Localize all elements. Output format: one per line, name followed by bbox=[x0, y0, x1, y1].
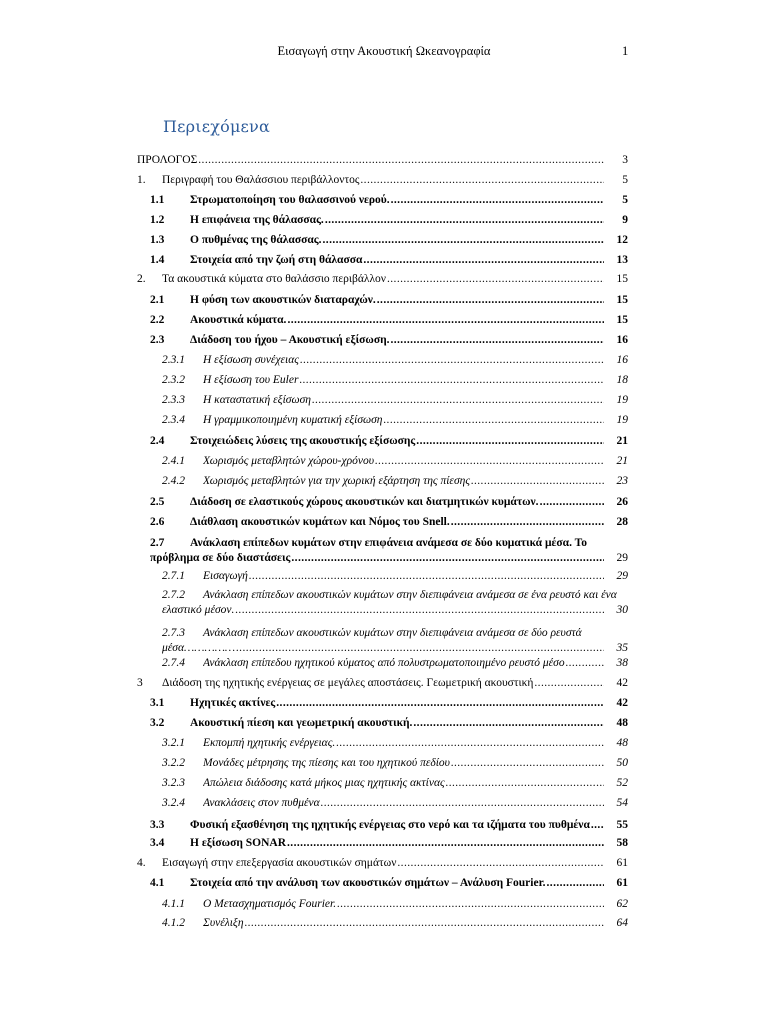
toc-entry[interactable] bbox=[0, 192, 768, 209]
toc-entry[interactable] bbox=[0, 152, 768, 169]
toc-entry[interactable] bbox=[0, 292, 768, 309]
toc-entry-title-line2: ελαστικό μέσον. bbox=[162, 604, 235, 616]
toc-entry[interactable] bbox=[0, 655, 768, 672]
toc-entry-number: 2.1 bbox=[150, 294, 165, 306]
toc-entry[interactable] bbox=[0, 855, 768, 872]
toc-entry-title: Η εξίσωση του Euler bbox=[203, 374, 299, 386]
toc-entry[interactable] bbox=[0, 875, 768, 892]
toc-entry-number: 3.2.4 bbox=[162, 797, 185, 809]
toc-entry-page: 16 bbox=[604, 352, 628, 369]
toc-entry-page: 61 bbox=[604, 855, 628, 872]
toc-entry[interactable] bbox=[0, 271, 768, 288]
toc-entry-number: 2.2 bbox=[150, 314, 165, 326]
toc-entry[interactable] bbox=[0, 232, 768, 249]
toc-entry-title: Ανακλάσεις στον πυθμένα bbox=[203, 797, 320, 809]
toc-entry[interactable] bbox=[0, 675, 768, 692]
toc-entry-page: 55 bbox=[604, 817, 628, 834]
toc-entry-title: Η γραμμικοποιημένη κυματική εξίσωση bbox=[203, 414, 383, 426]
toc-entry[interactable] bbox=[0, 433, 768, 450]
toc-entry-number: 2.7.2 bbox=[162, 589, 185, 601]
toc-entry-title: Η φύση των ακουστικών διαταραχών. bbox=[190, 294, 376, 306]
toc-entry[interactable] bbox=[0, 212, 768, 229]
toc-entry-number: 2.5 bbox=[150, 496, 165, 508]
toc-entry-page: 12 bbox=[604, 232, 628, 249]
toc-entry-title: Στρωματοποίηση του θαλασσινού νερού. bbox=[190, 194, 390, 206]
toc-entry-page: 21 bbox=[604, 433, 628, 450]
toc-entry-page: 50 bbox=[604, 755, 628, 772]
toc-entry-page: 13 bbox=[604, 252, 628, 269]
toc-entry-title: Εισαγωγή στην επεξεργασία ακουστικών σημάτων bbox=[162, 857, 397, 869]
toc-entry-page: 35 bbox=[604, 640, 628, 657]
toc-entry-number: 3.3 bbox=[150, 819, 165, 831]
toc-entry[interactable] bbox=[0, 695, 768, 712]
toc-entry-page: 42 bbox=[604, 695, 628, 712]
toc-entry[interactable] bbox=[0, 755, 768, 772]
toc-entry-number: 4. bbox=[137, 857, 146, 869]
toc-entry-number: 2.7.1 bbox=[162, 570, 185, 582]
toc-entry[interactable] bbox=[0, 835, 768, 852]
toc-entry-2-7-3[interactable] bbox=[0, 625, 768, 659]
toc-entry-number: 3.1 bbox=[150, 697, 165, 709]
toc-entry-title: Στοιχεία από την ζωή στη θάλασσα bbox=[190, 254, 363, 266]
toc-entry-page: 23 bbox=[604, 473, 628, 490]
toc-heading: Περιεχόμενα bbox=[163, 117, 270, 136]
toc-entry-title: Ανάκλαση επίπεδου ηχητικού κύματος από πολυστρωματοποιημένο ρευστό μέσο bbox=[203, 657, 565, 669]
toc-entry-number: 1.2 bbox=[150, 214, 165, 226]
toc-entry[interactable] bbox=[0, 172, 768, 189]
toc-entry-page: 16 bbox=[604, 332, 628, 349]
toc-entry-number: 3.2.3 bbox=[162, 777, 185, 789]
toc-entry-title: Μονάδες μέτρησης της πίεσης και του ηχητικού πεδίου bbox=[203, 757, 450, 769]
toc-entry-page: 18 bbox=[604, 372, 628, 389]
toc-entry[interactable] bbox=[0, 795, 768, 812]
toc-entry[interactable] bbox=[0, 715, 768, 732]
toc-entry-title: Διάδοση του ήχου – Ακουστική εξίσωση. bbox=[190, 334, 390, 346]
toc-entry-number: 2.3 bbox=[150, 334, 165, 346]
running-header-title: Εισαγωγή στην Ακουστική Ωκεανογραφία bbox=[277, 44, 491, 58]
toc-entry[interactable] bbox=[0, 372, 768, 389]
toc-entry-page: 58 bbox=[604, 835, 628, 852]
toc-entry-number: 2. bbox=[137, 273, 146, 285]
toc-entry-title: Περιγραφή του Θαλάσσιου περιβάλλοντος bbox=[162, 174, 360, 186]
toc-entry-page: 48 bbox=[604, 715, 628, 732]
toc-entry-number: 3.2 bbox=[150, 717, 165, 729]
toc-entry-number: 4.1 bbox=[150, 877, 165, 889]
toc-entry-page: 15 bbox=[604, 292, 628, 309]
toc-entry-number: 2.7.3 bbox=[162, 627, 185, 639]
toc-entry-title: Εισαγωγή bbox=[203, 570, 248, 582]
toc-entry[interactable] bbox=[0, 352, 768, 369]
toc-entry-2-7-2[interactable] bbox=[0, 587, 768, 621]
toc-entry-title: Χωρισμός μεταβλητών για την χωρική εξάρτηση της πίεσης bbox=[203, 475, 470, 487]
toc-entry-title: Η επιφάνεια της θάλασσας. bbox=[190, 214, 324, 226]
toc-entry[interactable] bbox=[0, 412, 768, 429]
toc-entry-title: Ο πυθμένας της θάλασσας. bbox=[190, 234, 322, 246]
toc-entry-page: 3 bbox=[604, 152, 628, 169]
toc-entry-page: 5 bbox=[604, 192, 628, 209]
toc-entry-page: 29 bbox=[604, 568, 628, 585]
toc-entry-page: 9 bbox=[604, 212, 628, 229]
toc-entry[interactable] bbox=[0, 775, 768, 792]
toc-entry-title: Η εξίσωση συνέχειας bbox=[203, 354, 299, 366]
toc-entry-title: Ακουστικά κύματα. bbox=[190, 314, 287, 326]
toc-entry[interactable] bbox=[0, 568, 768, 585]
toc-entry[interactable] bbox=[0, 453, 768, 470]
toc-entry-page: 21 bbox=[604, 453, 628, 470]
toc-entry-number: 3.2.2 bbox=[162, 757, 185, 769]
toc-entry-title: Η καταστατική εξίσωση bbox=[203, 394, 311, 406]
toc-entry-number: 4.1.1 bbox=[162, 898, 185, 910]
toc-entry-title-line1: Ανάκλαση επίπεδων ακουστικών κυμάτων στην διεπιφάνεια ανάμεσα σε ένα ρευστό και ένα bbox=[203, 589, 617, 601]
toc-entry-number: 2.4 bbox=[150, 435, 165, 447]
toc-entry-page: 19 bbox=[604, 392, 628, 409]
toc-entry-number: 1.3 bbox=[150, 234, 165, 246]
toc-entry-number: 2.7 bbox=[150, 537, 165, 549]
toc-entry-page: 26 bbox=[604, 494, 628, 511]
toc-entry-page: 19 bbox=[604, 412, 628, 429]
toc-entry-page: 42 bbox=[604, 675, 628, 692]
toc-entry-page: 64 bbox=[604, 915, 628, 932]
toc-entry-number: 2.7.4 bbox=[162, 657, 185, 669]
toc-entry-title: Συνέλιξη bbox=[203, 917, 244, 929]
toc-entry-number: 3.4 bbox=[150, 837, 165, 849]
toc-entry-number: 1. bbox=[137, 174, 146, 186]
toc-entry-title: Τα ακουστικά κύματα στο θαλάσσιο περιβάλλον bbox=[162, 273, 386, 285]
toc-entry-title: Ο Μετασχηματισμός Fourier. bbox=[203, 898, 337, 910]
toc-entry-title-line1: Ανάκλαση επίπεδων ακουστικών κυμάτων στην διεπιφάνεια ανάμεσα σε δύο ρευστά bbox=[203, 627, 582, 639]
toc-entry[interactable] bbox=[0, 473, 768, 490]
toc-entry-page: 30 bbox=[604, 602, 628, 619]
toc-entry-title-line1: Ανάκλαση επίπεδων κυμάτων στην επιφάνεια ανάμεσα σε δύο κυματικά μέσα. Το bbox=[190, 537, 587, 549]
toc-entry-page: 62 bbox=[604, 896, 628, 913]
toc-entry-number: 2.3.2 bbox=[162, 374, 185, 386]
toc-entry-title-line2: πρόβλημα σε δύο διαστάσεις bbox=[150, 552, 291, 564]
toc-entry-title: Διάδοση σε ελαστικούς χώρους ακουστικών και διατμητικών κυμάτων. bbox=[190, 496, 539, 508]
toc-entry[interactable] bbox=[0, 332, 768, 349]
toc-entry-title: Εκπομπή ηχητικής ενέργειας. bbox=[203, 737, 336, 749]
toc-entry-title: Στοιχεία από την ανάλυση των ακουστικών σημάτων – Ανάλυση Fourier. bbox=[190, 877, 546, 889]
toc-entry-number: 3.2.1 bbox=[162, 737, 185, 749]
toc-entry-title: Η εξίσωση SONAR bbox=[190, 837, 287, 849]
toc-entry-title-line2: μέσα…………… bbox=[162, 642, 236, 654]
toc-entry-2-7[interactable] bbox=[0, 535, 768, 569]
toc-entry-number: 2.3.3 bbox=[162, 394, 185, 406]
toc-entry-title: Διάθλαση ακουστικών κυμάτων και Νόμος του Snell. bbox=[190, 516, 450, 528]
toc-entry[interactable] bbox=[0, 514, 768, 531]
toc-entry[interactable] bbox=[0, 494, 768, 511]
toc-entry-number: 2.3.1 bbox=[162, 354, 185, 366]
toc-entry-page: 5 bbox=[604, 172, 628, 189]
toc-entry-page: 29 bbox=[604, 550, 628, 567]
toc-entry-leader-row bbox=[0, 602, 768, 619]
toc-entry-title: Ακουστική πίεση και γεωμετρική ακουστική. bbox=[190, 717, 413, 729]
toc-entry-number: 2.4.2 bbox=[162, 475, 185, 487]
toc-entry-number: 1.4 bbox=[150, 254, 165, 266]
page-number: 1 bbox=[622, 44, 629, 58]
toc-entry-page: 15 bbox=[604, 312, 628, 329]
toc-entry-title: Χωρισμός μεταβλητών χώρου-χρόνου bbox=[203, 455, 374, 467]
toc-entry-page: 61 bbox=[604, 875, 628, 892]
toc-entry-title: Στοιχειώδεις λύσεις της ακουστικής εξίσωσης bbox=[190, 435, 416, 447]
toc-entry-leader-row bbox=[0, 550, 768, 567]
toc-entry-title: Απώλεια διάδοσης κατά μήκος μιας ηχητικής ακτίνας bbox=[203, 777, 445, 789]
toc-entry-number: 2.6 bbox=[150, 516, 165, 528]
toc-entry[interactable] bbox=[0, 392, 768, 409]
toc-entry-number: 4.1.2 bbox=[162, 917, 185, 929]
toc-entry-number: 3 bbox=[137, 677, 143, 689]
toc-entry-title: ΠΡΟΛΟΓΟΣ bbox=[137, 154, 198, 166]
toc-entry-page: 54 bbox=[604, 795, 628, 812]
toc-entry-number: 2.4.1 bbox=[162, 455, 185, 467]
toc-entry-page: 28 bbox=[604, 514, 628, 531]
toc-entry[interactable] bbox=[0, 312, 768, 329]
toc-entry-page: 15 bbox=[604, 271, 628, 288]
toc-entry-title: Φυσική εξασθένηση της ηχητικής ενέργειας στο νερό και τα ιζήματα του πυθμένα bbox=[190, 819, 590, 831]
toc-entry-page: 48 bbox=[604, 735, 628, 752]
toc-entry-page: 38 bbox=[604, 655, 628, 672]
toc-entry[interactable] bbox=[0, 896, 768, 913]
toc-entry[interactable] bbox=[0, 252, 768, 269]
toc-entry[interactable] bbox=[0, 817, 768, 834]
toc-entry-number: 1.1 bbox=[150, 194, 165, 206]
toc-entry[interactable] bbox=[0, 735, 768, 752]
toc-entry-number: 2.3.4 bbox=[162, 414, 185, 426]
toc-entry-title: Ηχητικές ακτίνες bbox=[190, 697, 276, 709]
toc-entry-page: 52 bbox=[604, 775, 628, 792]
toc-entry-title: Διάδοση της ηχητικής ενέργειας σε μεγάλες αποστάσεις. Γεωμετρική ακουστική bbox=[162, 677, 534, 689]
toc-entry[interactable] bbox=[0, 915, 768, 932]
